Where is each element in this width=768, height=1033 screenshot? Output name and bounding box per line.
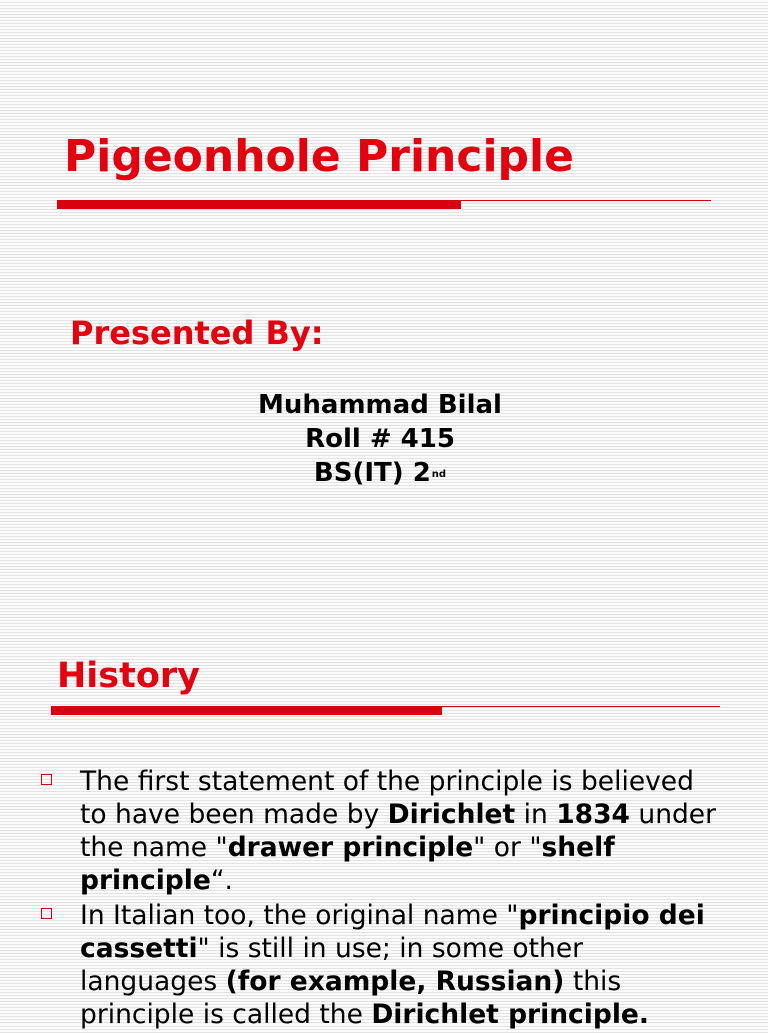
underline-thick-bar xyxy=(51,706,442,715)
bullet-emphasis: principio dei cassetti xyxy=(80,900,705,964)
title-slide xyxy=(0,0,768,512)
bullet-text: In Italian too, the original name " xyxy=(80,900,519,931)
bullet-emphasis: Dirichlet xyxy=(387,799,516,830)
presenter-info xyxy=(160,388,600,490)
bullet-text: " or " xyxy=(473,832,542,863)
underline-thin-line xyxy=(442,706,720,707)
title-underline xyxy=(51,706,720,716)
bullet-text: “. xyxy=(210,865,233,896)
history-bullet xyxy=(40,899,720,1031)
bullet-text: The first statement of the principle is believed to have been made by xyxy=(80,766,694,830)
square-bullet-icon xyxy=(41,774,52,785)
presenter-name: Muhammad Bilal xyxy=(258,390,502,420)
bullet-text: in xyxy=(515,799,557,830)
program-ordinal: nd xyxy=(431,469,447,480)
title-underline xyxy=(57,200,711,210)
history-bullet-list xyxy=(40,765,720,1033)
slide-title: Pigeonhole Principle xyxy=(64,131,574,182)
slide-title: History xyxy=(57,656,200,696)
history-bullet xyxy=(40,765,720,897)
bullet-emphasis: Dirichlet principle. xyxy=(371,999,649,1030)
program-text: BS(IT) 2 xyxy=(313,458,431,488)
underline-thick-bar xyxy=(57,200,461,209)
square-bullet-icon xyxy=(41,908,52,919)
presenter-roll: Roll # 415 xyxy=(305,424,455,454)
history-slide xyxy=(0,512,768,1030)
bullet-emphasis: 1834 xyxy=(556,799,630,830)
bullet-emphasis: drawer principle xyxy=(227,832,474,863)
bullet-text: this principle is called the xyxy=(80,966,622,1030)
presenter-program xyxy=(160,456,600,490)
bullet-text: under the name " xyxy=(80,799,717,863)
presented-by-heading: Presented By: xyxy=(70,314,324,352)
bullet-emphasis: (for example, Russian) xyxy=(225,966,565,997)
underline-thin-line xyxy=(461,200,711,201)
bullet-text: " is still in use; in some other languages xyxy=(80,933,584,997)
bullet-emphasis: shelf principle xyxy=(80,832,615,896)
